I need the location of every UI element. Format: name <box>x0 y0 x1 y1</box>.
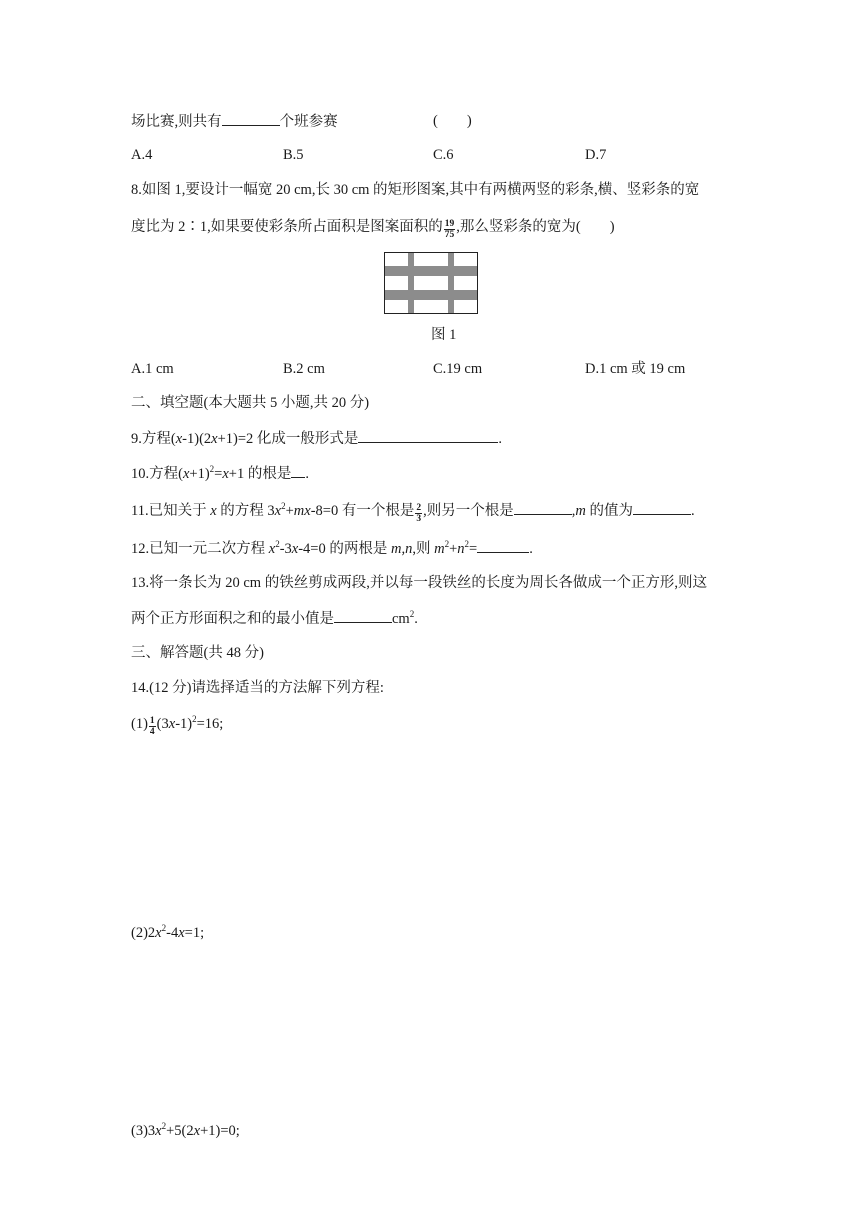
var-x: x <box>211 431 218 447</box>
q8-line1: 8.如图 1,要设计一幅宽 20 cm,长 30 cm 的矩形图案,其中有两横两竖的彩条,横、竖彩条的宽 <box>131 182 700 198</box>
q11-text-a: 11.已知关于 <box>131 503 211 519</box>
var-x: x <box>168 716 176 732</box>
q14-p1-frac-num: 1 <box>149 716 155 726</box>
q8-option-b: B.2 cm <box>283 361 325 377</box>
q7-option-c: C.6 <box>433 147 454 163</box>
q14-p1-text-a: (3 <box>156 716 169 732</box>
q10-text-d: +1 的根是 <box>228 466 292 482</box>
q8-line2a: 度比为 2∶1,如果要使彩条所占面积是图案面积的 <box>131 219 443 235</box>
q13-line1: 13.将一条长为 20 cm 的铁丝剪成两段,并以每一段铁丝的长度为周长各做成一个正方形,则这 <box>131 575 707 591</box>
q9-text-a: 9.方程( <box>131 431 176 447</box>
var-x: x <box>291 541 299 557</box>
exponent: 2 <box>192 714 197 724</box>
q14-p1-text-b: -1) <box>175 716 193 732</box>
q7-paren: ( ) <box>433 113 472 129</box>
exponent: 2 <box>444 539 450 549</box>
q7-option-a: A.4 <box>131 147 153 163</box>
q14-p1-label: (1) <box>131 716 148 732</box>
var-x: x <box>175 431 183 447</box>
q14-intro: 14.(12 分)请选择适当的方法解下列方程: <box>131 680 384 696</box>
var-x: x <box>193 1123 201 1139</box>
q14-p2-text-c: =1; <box>184 925 205 941</box>
q12-text-c: -4=0 的两根是 <box>298 541 391 557</box>
answer-blank[interactable] <box>514 500 572 515</box>
q10-text-a: 10.方程( <box>131 466 183 482</box>
var-x: x <box>274 503 282 519</box>
answer-blank[interactable] <box>633 500 691 515</box>
q10-text-b: +1) <box>189 466 210 482</box>
q11-text-d: -8=0 有一个根是 <box>310 503 415 519</box>
var-x: x <box>178 925 185 941</box>
exponent: 2 <box>409 609 415 619</box>
exponent: 2 <box>161 1121 167 1131</box>
stripe-pattern-figure <box>384 252 478 314</box>
q7-tail-line <box>131 111 338 132</box>
var-x: x <box>268 541 276 557</box>
q11-text-c: + <box>285 503 294 519</box>
q8-frac-num: 19 <box>444 219 455 229</box>
q13-text-a: 两个正方形面积之和的最小值是 <box>131 611 334 627</box>
q14-part1 <box>131 714 223 737</box>
q11-frac-num: 2 <box>416 503 422 513</box>
exponent: 2 <box>209 464 215 474</box>
q7-tail-text: 场比赛,则共有 <box>131 114 222 130</box>
var-x: x <box>222 466 229 482</box>
var-m: m <box>575 503 586 519</box>
q8-line2 <box>131 217 615 240</box>
var-m: m <box>434 541 445 557</box>
q14-p1-fraction <box>149 716 156 737</box>
q11-line <box>131 500 695 524</box>
q11-text-g: . <box>690 503 695 519</box>
q9-line <box>131 428 502 449</box>
q12-text-d: ,则 <box>412 541 435 557</box>
q10-text-e: . <box>305 466 309 482</box>
exponent: 2 <box>275 539 280 549</box>
q10-text-c: = <box>214 466 223 482</box>
exponent: 2 <box>161 923 167 933</box>
var-x: x <box>182 466 190 482</box>
q12-text-e: + <box>449 541 458 557</box>
q8-fraction <box>444 219 456 240</box>
q8-option-a: A.1 cm <box>131 361 174 377</box>
var-mn: m,n <box>390 541 413 557</box>
q13-text-b: cm <box>392 611 410 627</box>
figure-caption: 图 1 <box>431 327 457 343</box>
q8-option-c: C.19 cm <box>433 361 483 377</box>
q8-line2b: ,那么竖彩条的宽为( ) <box>456 219 615 235</box>
q9-text-c: +1)=2 化成一般形式是 <box>217 431 359 447</box>
answer-blank[interactable] <box>334 608 392 623</box>
q14-part3 <box>131 1121 240 1141</box>
var-x: x <box>155 1123 162 1139</box>
q12-text-f: = <box>469 541 478 557</box>
q14-p1-frac-den: 4 <box>149 727 155 737</box>
exponent: 2 <box>464 539 470 549</box>
q11-text-e: ,则另一个根是 <box>423 503 514 519</box>
q14-p3-text-c: +1)=0; <box>200 1123 240 1139</box>
q13-line2: 两个正方形面积之和的最小值是 $cm^2$. <box>131 609 418 627</box>
q7-tail-text2: 个班参赛 <box>279 114 338 130</box>
q14-p3-text-a: (3)3 <box>131 1123 156 1139</box>
answer-blank[interactable] <box>291 463 305 478</box>
q9-text-b: -1)(2 <box>182 431 212 447</box>
q11-text-b: 的方程 3 <box>216 503 275 519</box>
q9-text-d: . <box>498 431 503 447</box>
var-n: n <box>457 541 465 557</box>
q11-text-f: 的值为 <box>585 503 633 519</box>
q12-line <box>131 538 533 559</box>
q14-p1-text-c: =16; <box>196 716 224 732</box>
q14-p3-text-b: +5(2 <box>166 1123 194 1139</box>
var-x: x <box>210 503 217 519</box>
q10-line <box>131 463 309 484</box>
q8-option-d: D.1 cm 或 19 cm <box>585 361 686 377</box>
comma: , <box>571 503 576 519</box>
q7-option-d: D.7 <box>585 147 607 163</box>
section-3-heading: 三、解答题(共 48 分) <box>131 645 264 661</box>
q14-p2-text-b: -4 <box>166 925 179 941</box>
q12-text-g: . <box>529 541 533 557</box>
q11-fraction <box>415 503 422 524</box>
answer-blank[interactable] <box>477 538 529 553</box>
q14-p2-text-a: (2)2 <box>131 925 156 941</box>
q12-text-b: -3 <box>279 541 292 557</box>
answer-blank[interactable] <box>222 111 280 126</box>
exponent: 2 <box>281 501 286 511</box>
section-2-heading: 二、填空题(本大题共 5 小题,共 20 分) <box>131 395 370 411</box>
q14-part2 <box>131 923 204 943</box>
var-x: x <box>155 925 162 941</box>
q8-frac-den: 75 <box>444 230 455 240</box>
q11-frac-den: 3 <box>416 514 422 524</box>
var-mx: mx <box>293 503 311 519</box>
q12-text-a: 12.已知一元二次方程 <box>131 541 269 557</box>
answer-blank[interactable] <box>358 428 498 443</box>
q7-option-b: B.5 <box>283 147 304 163</box>
